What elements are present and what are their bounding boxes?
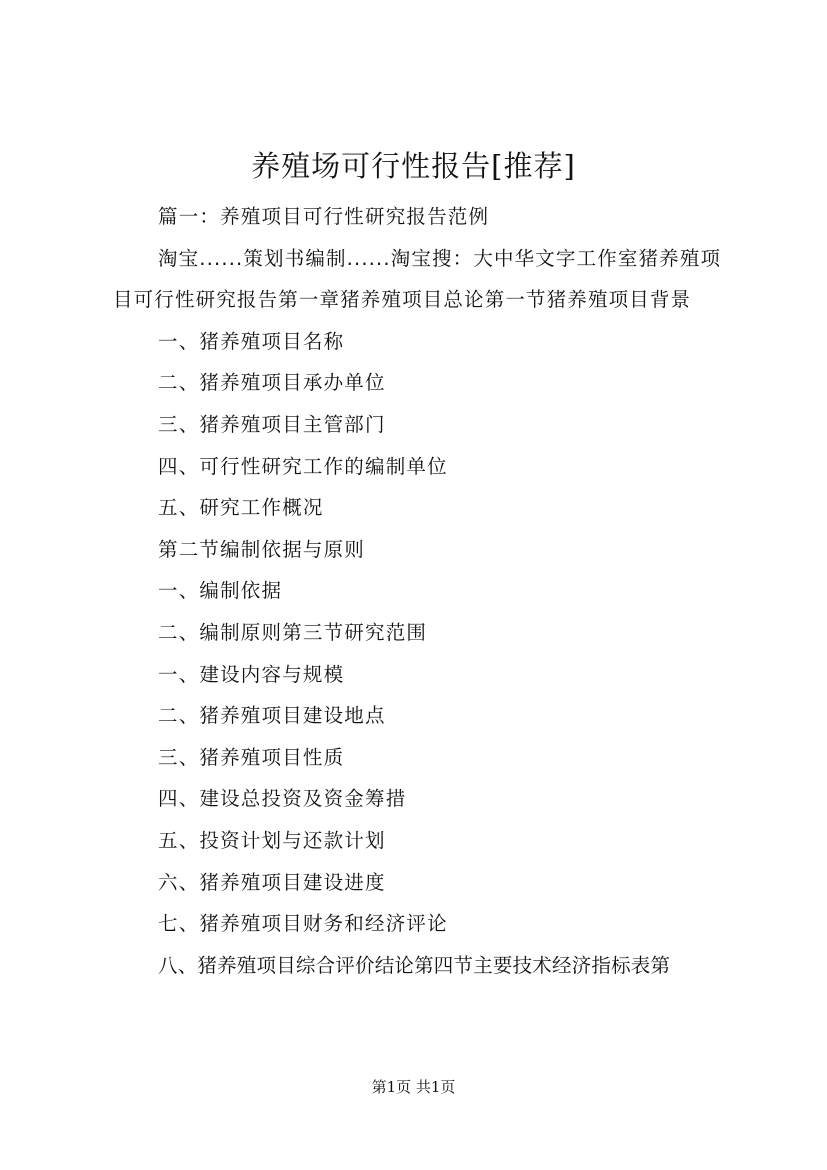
page-footer: 第1页 共1页 <box>371 1078 456 1096</box>
section-heading: 篇一：养殖项目可行性研究报告范例 <box>158 205 490 228</box>
list-item: 二、编制原则第三节研究范围 <box>158 620 428 644</box>
list-item: 五、研究工作概况 <box>158 496 324 520</box>
document-title: 养殖场可行性报告[推荐] <box>251 149 576 183</box>
list-item: 二、猪养殖项目承办单位 <box>158 371 386 395</box>
list-item: 七、猪养殖项目财务和经济评论 <box>158 912 448 936</box>
section-heading: 第二节编制依据与原则 <box>158 537 366 561</box>
list-item: 二、猪养殖项目建设地点 <box>158 704 386 728</box>
list-item: 四、建设总投资及资金筹措 <box>158 787 407 811</box>
list-item: 六、猪养殖项目建设进度 <box>158 870 386 894</box>
list-item: 一、猪养殖项目名称 <box>158 329 345 353</box>
list-item: 四、可行性研究工作的编制单位 <box>158 454 448 478</box>
document-body <box>113 196 725 986</box>
list-item: 一、编制依据 <box>158 579 283 603</box>
list-item: 五、投资计划与还款计划 <box>158 828 386 852</box>
intro-paragraph: 淘宝......策划书编制......淘宝搜：大中华文字工作室猪养殖项目可行性研究报告第一章猪养殖项目总论第一节猪养殖项目背景 <box>113 246 722 312</box>
list-item: 三、猪养殖项目性质 <box>158 745 345 769</box>
list-item: 一、建设内容与规模 <box>158 662 345 686</box>
list-item: 八、猪养殖项目综合评价结论第四节主要技术经济指标表第 <box>158 953 671 977</box>
list-item: 三、猪养殖项目主管部门 <box>158 412 386 436</box>
